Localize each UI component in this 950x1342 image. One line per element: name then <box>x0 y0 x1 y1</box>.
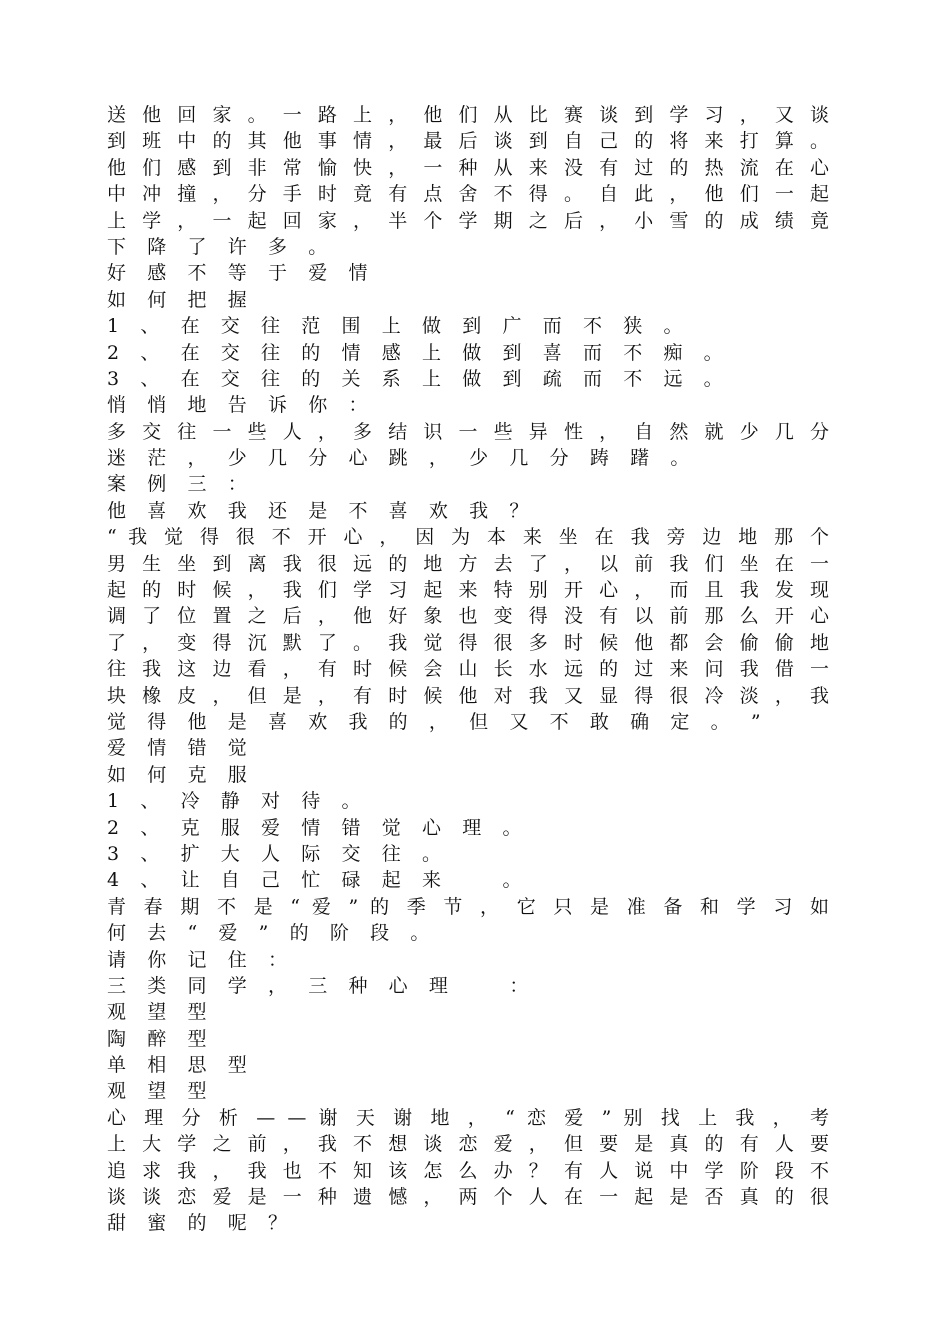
text-line: 到 班 中 的 其 他 事 情 ， 最 后 谈 到 自 己 的 将 来 打 算 。 <box>107 130 829 153</box>
text-line: 3 、 在 交 往 的 关 系 上 做 到 疏 而 不 远 。 <box>107 367 731 390</box>
text-line: “ 我 觉 得 很 不 开 心 ， 因 为 本 来 坐 在 我 旁 边 地 那 个 <box>107 526 829 549</box>
text-line: 下 降 了 许 多 。 <box>107 235 335 258</box>
text-line: 好 感 不 等 于 爱 情 <box>107 262 376 285</box>
text-line: 如 何 把 握 <box>107 288 255 311</box>
text-line: 三 类 同 学 ， 三 种 心 理 ： <box>107 974 536 997</box>
text-line: 爱 情 错 觉 <box>107 737 255 760</box>
text-line: 悄 悄 地 告 诉 你 ： <box>107 394 376 417</box>
text-line: 多 交 往 一 些 人 ， 多 结 识 一 些 异 性 ， 自 然 就 少 几 分 <box>107 420 829 443</box>
text-line: 3 、 扩 大 人 际 交 往 。 <box>107 842 449 865</box>
text-line: 往 我 这 边 看 ， 有 时 候 会 山 长 水 远 的 过 来 问 我 借 一 <box>107 658 829 681</box>
text-line: 中 冲 撞 ， 分 手 时 竟 有 点 舍 不 得 。 自 此 ， 他 们 一 起 <box>107 183 829 206</box>
text-line: 陶 醉 型 <box>107 1027 215 1050</box>
text-line: 何 去 “ 爱 ” 的 阶 段 。 <box>107 922 437 945</box>
text-line: 他 喜 欢 我 还 是 不 喜 欢 我 ？ <box>107 499 536 522</box>
text-line: 1 、 在 交 往 范 围 上 做 到 广 而 不 狭 。 <box>107 315 691 338</box>
document-body <box>107 102 829 1237</box>
text-line: 4 、 让 自 己 忙 碌 起 来 。 <box>107 869 530 892</box>
text-line: 起 的 时 候 ， 我 们 学 习 起 来 特 别 开 心 ， 而 且 我 发 现 <box>107 579 829 602</box>
text-line: 2 、 克 服 爱 情 错 觉 心 理 。 <box>107 816 530 839</box>
text-line: 追 求 我 ， 我 也 不 知 该 怎 么 办 ？ 有 人 说 中 学 阶 段 不 <box>107 1159 829 1182</box>
text-line: 单 相 思 型 <box>107 1054 255 1077</box>
text-line: 观 望 型 <box>107 1080 215 1103</box>
text-line: 上 学 ， 一 起 回 家 ， 半 个 学 期 之 后 ， 小 雪 的 成 绩 竟 <box>107 209 829 232</box>
text-line: 觉 得 他 是 喜 欢 我 的 ， 但 又 不 敢 确 定 。 ” <box>107 710 769 733</box>
text-line: 青 春 期 不 是 “ 爱 ” 的 季 节 ， 它 只 是 准 备 和 学 习 如 <box>107 895 829 918</box>
text-line: 男 生 坐 到 离 我 很 远 的 地 方 去 了 ， 以 前 我 们 坐 在 一 <box>107 552 829 575</box>
text-line: 2 、 在 交 往 的 情 感 上 做 到 喜 而 不 痴 。 <box>107 341 731 364</box>
text-line: 谈 谈 恋 爱 是 一 种 遗 憾 ， 两 个 人 在 一 起 是 否 真 的 很 <box>107 1186 829 1209</box>
text-line: 1 、 冷 静 对 待 。 <box>107 790 369 813</box>
text-line: 调 了 位 置 之 后 ， 他 好 象 也 变 得 没 有 以 前 那 么 开 心 <box>107 605 829 628</box>
text-line: 如 何 克 服 <box>107 763 255 786</box>
text-line: 心 理 分 析 — — 谢 天 谢 地 ， “ 恋 爱 ” 别 找 上 我 ， 考 <box>107 1106 829 1129</box>
text-line: 案 例 三 ： <box>107 473 255 496</box>
text-line: 送 他 回 家 。 一 路 上 ， 他 们 从 比 赛 谈 到 学 习 ， 又 谈 <box>107 104 829 126</box>
text-line: 块 橡 皮 ， 但 是 ， 有 时 候 他 对 我 又 显 得 很 冷 淡 ， 我 <box>107 684 829 707</box>
text-line: 上 大 学 之 前 ， 我 不 想 谈 恋 爱 ， 但 要 是 真 的 有 人 要 <box>107 1133 829 1156</box>
text-line: 了 ， 变 得 沉 默 了 。 我 觉 得 很 多 时 候 他 都 会 偷 偷 地 <box>107 631 829 654</box>
text-line: 甜 蜜 的 呢 ？ <box>107 1212 295 1235</box>
text-line: 他 们 感 到 非 常 愉 快 ， 一 种 从 来 没 有 过 的 热 流 在 心 <box>107 156 829 179</box>
text-line: 请 你 记 住 ： <box>107 948 295 971</box>
text-line: 迷 茫 ， 少 几 分 心 跳 ， 少 几 分 踌 躇 。 <box>107 447 697 470</box>
text-line: 观 望 型 <box>107 1001 215 1024</box>
